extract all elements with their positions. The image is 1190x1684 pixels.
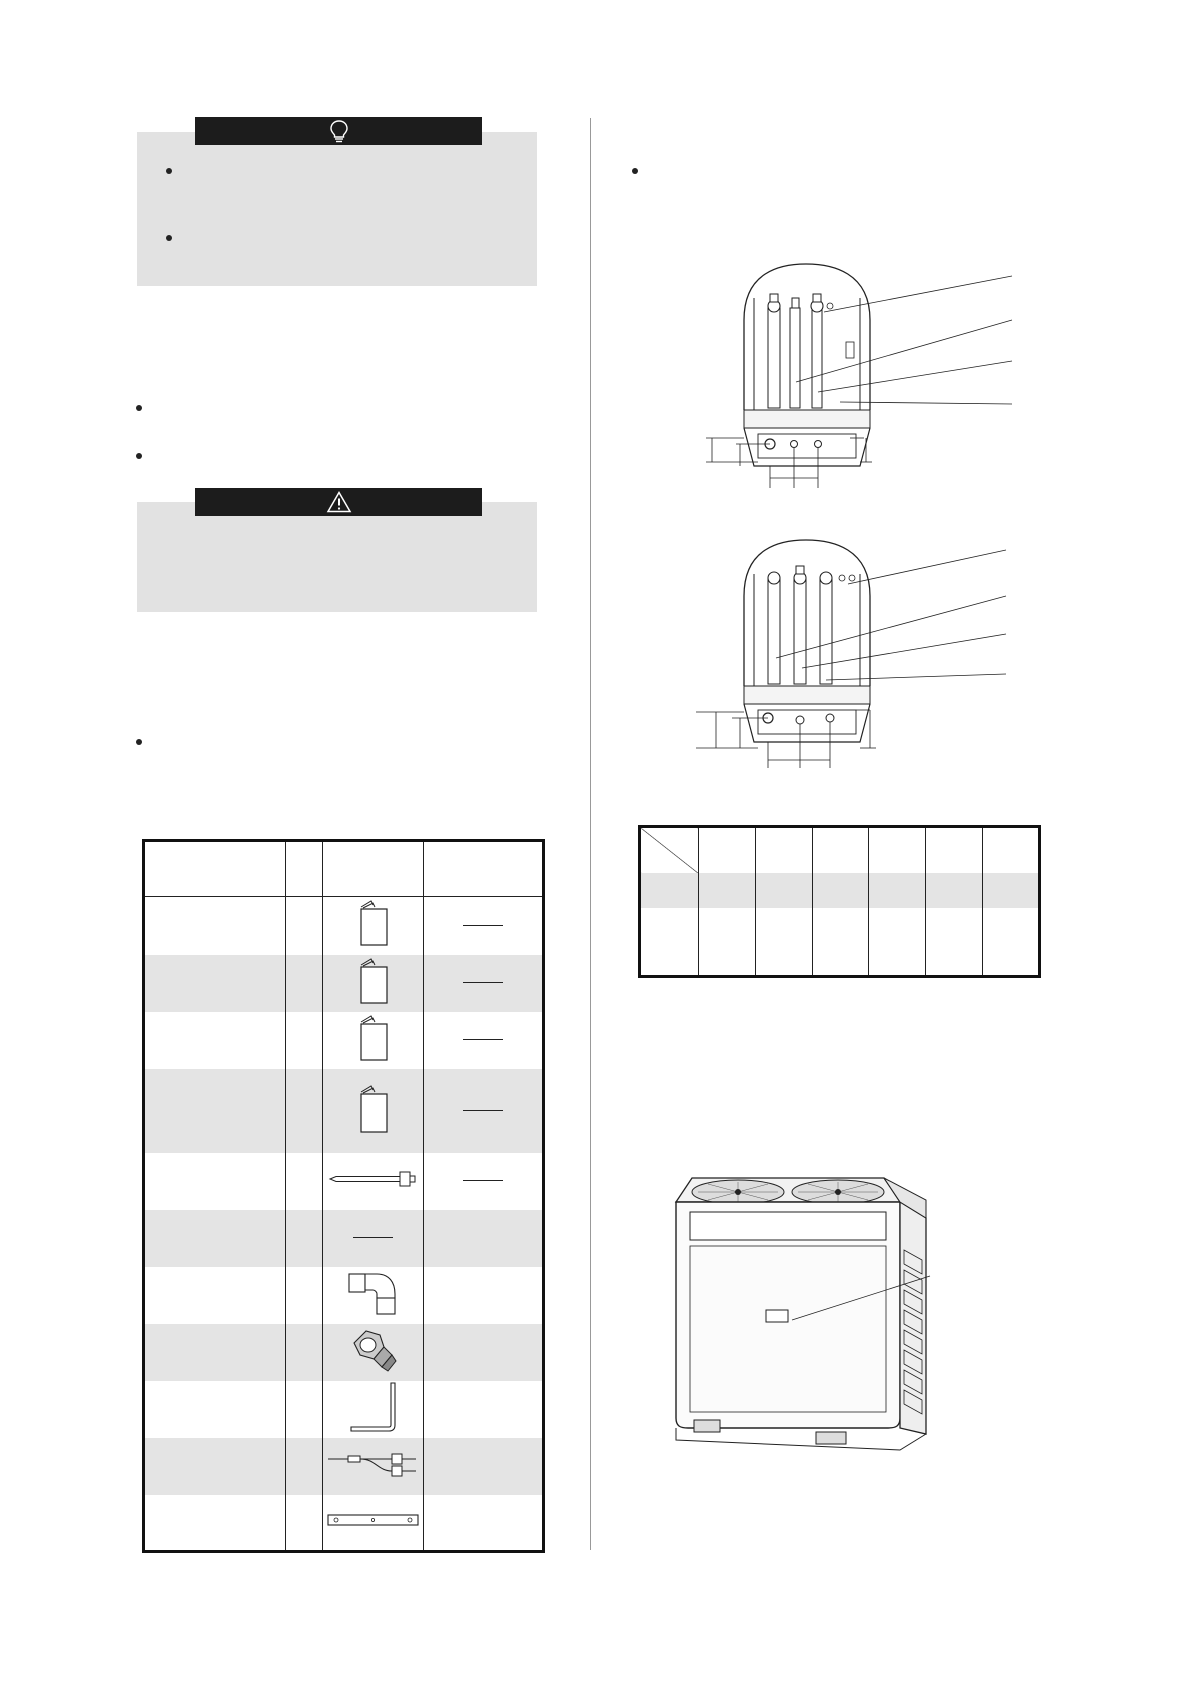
table-row [144, 1381, 544, 1438]
header-cell-purpose [424, 841, 544, 897]
table-row [640, 908, 1040, 943]
table-row [144, 1210, 544, 1267]
table-row [144, 897, 544, 955]
dash-mark [463, 925, 503, 926]
table-row [144, 1495, 544, 1552]
wire-connector-icon [326, 1447, 420, 1481]
outdoor-unit-illustration [668, 1170, 948, 1470]
left-bullet-3 [136, 739, 142, 745]
dash-mark [463, 1039, 503, 1040]
l-pipe-icon [345, 1381, 401, 1433]
dash-mark [463, 982, 503, 983]
dimension-table [638, 825, 1041, 978]
left-bullet-1 [136, 405, 142, 411]
table-row [144, 1069, 544, 1153]
right-bullet-1 [632, 168, 638, 174]
table-row [144, 1324, 544, 1381]
manual-booklet-icon [357, 1014, 389, 1062]
piping-connection-diagram-bottom [696, 538, 1016, 770]
table-row [640, 943, 1040, 977]
column-divider [590, 118, 591, 1550]
left-bullet-2 [136, 453, 142, 459]
table-row [144, 955, 544, 1012]
accessory-table-header [144, 841, 544, 897]
dash-mark [463, 1110, 503, 1111]
lightbulb-icon [329, 119, 349, 143]
header-cell-shape [323, 841, 424, 897]
table-row [144, 1438, 544, 1495]
dash-mark [463, 1180, 503, 1181]
piping-connection-diagram-top [700, 262, 1020, 494]
dash-mark [353, 1237, 393, 1238]
tip-bullet-1 [166, 168, 172, 174]
table-row [640, 873, 1040, 908]
table-row [144, 1012, 544, 1069]
warning-triangle-icon [327, 491, 351, 513]
warning-note-box [137, 502, 537, 612]
tip-note-box [137, 132, 537, 286]
header-cell-name [144, 841, 286, 897]
pipe-elbow-icon [347, 1268, 399, 1318]
tip-note-header [195, 117, 482, 145]
manual-booklet-icon [357, 957, 389, 1005]
diagonal-header-cell [640, 827, 699, 873]
reducer-nut-icon [348, 1325, 398, 1375]
tip-bullet-2 [166, 235, 172, 241]
manual-booklet-icon [357, 1082, 389, 1134]
metal-strip-icon [326, 1510, 420, 1530]
accessory-table [142, 839, 545, 1553]
dimension-table-header [640, 827, 1040, 873]
header-cell-qty [286, 841, 323, 897]
cable-tie-icon [328, 1167, 418, 1191]
manual-booklet-icon [357, 899, 389, 947]
table-row [144, 1153, 544, 1210]
warning-note-header [195, 488, 482, 516]
table-row [144, 1267, 544, 1324]
